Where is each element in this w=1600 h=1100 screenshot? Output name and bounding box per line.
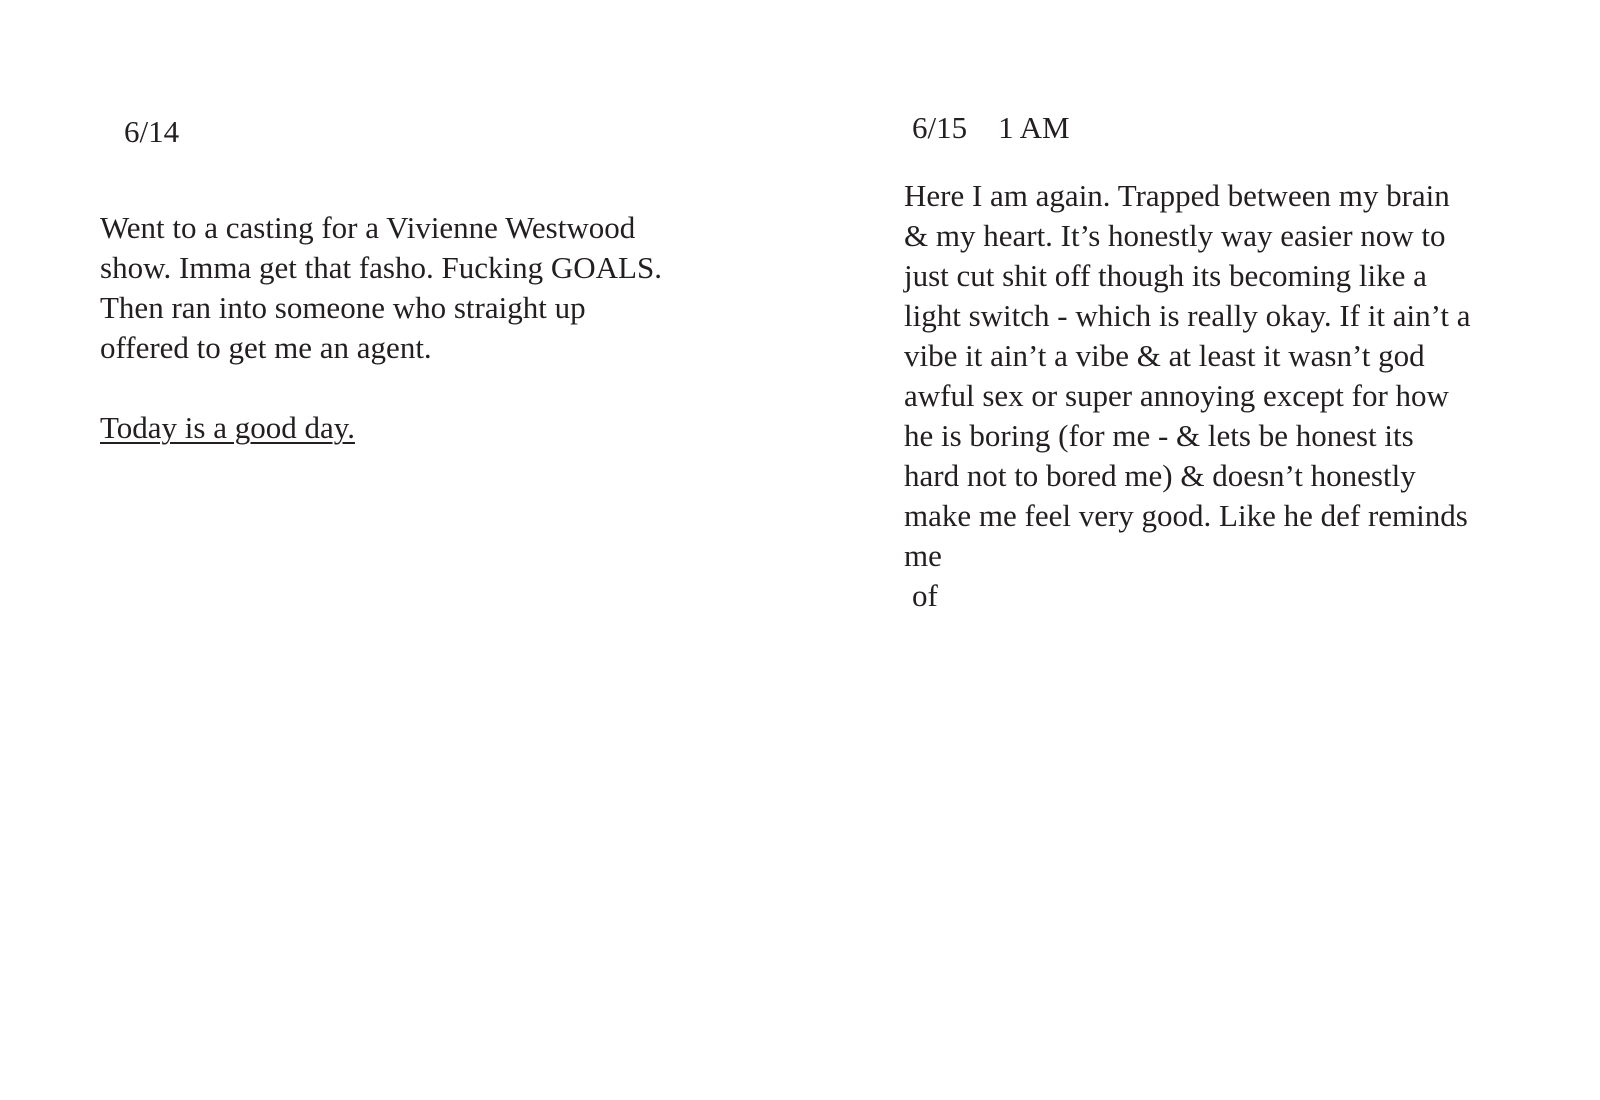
entry-line: make me feel very good. Like he def reminds bbox=[904, 498, 1468, 533]
entry-line: Here I am again. Trapped between my brain bbox=[904, 178, 1450, 213]
entry-line: offered to get me an agent. bbox=[100, 330, 432, 365]
entry-line: Then ran into someone who straight up bbox=[100, 290, 586, 325]
entry-line: vibe it ain’t a vibe & at least it wasn’t god bbox=[904, 338, 1425, 373]
entry-line: awful sex or super annoying except for how bbox=[904, 378, 1449, 413]
entry-date: 6/14 bbox=[124, 114, 180, 149]
entry-line: he is boring (for me - & lets be honest its bbox=[904, 418, 1414, 453]
entry-body bbox=[100, 208, 720, 368]
journal-page-right bbox=[800, 0, 1600, 1100]
entry-date-time: 6/15 1 AM bbox=[912, 110, 1070, 145]
entry-tail: of bbox=[912, 578, 938, 613]
entry-line: hard not to bored me) & doesn’t honestly bbox=[904, 458, 1416, 493]
entry-line: & my heart. It’s honestly way easier now to bbox=[904, 218, 1446, 253]
entry-closing-underlined: Today is a good day. bbox=[100, 410, 355, 445]
entry-body bbox=[904, 176, 1518, 576]
entry-line: just cut shit off though its becoming like a bbox=[904, 258, 1427, 293]
entry-line: Went to a casting for a Vivienne Westwood bbox=[100, 210, 636, 245]
entry-line: show. Imma get that fasho. Fucking GOALS. bbox=[100, 250, 662, 285]
entry-line: me bbox=[904, 538, 942, 573]
entry-line: light switch - which is really okay. If it ain’t a bbox=[904, 298, 1471, 333]
